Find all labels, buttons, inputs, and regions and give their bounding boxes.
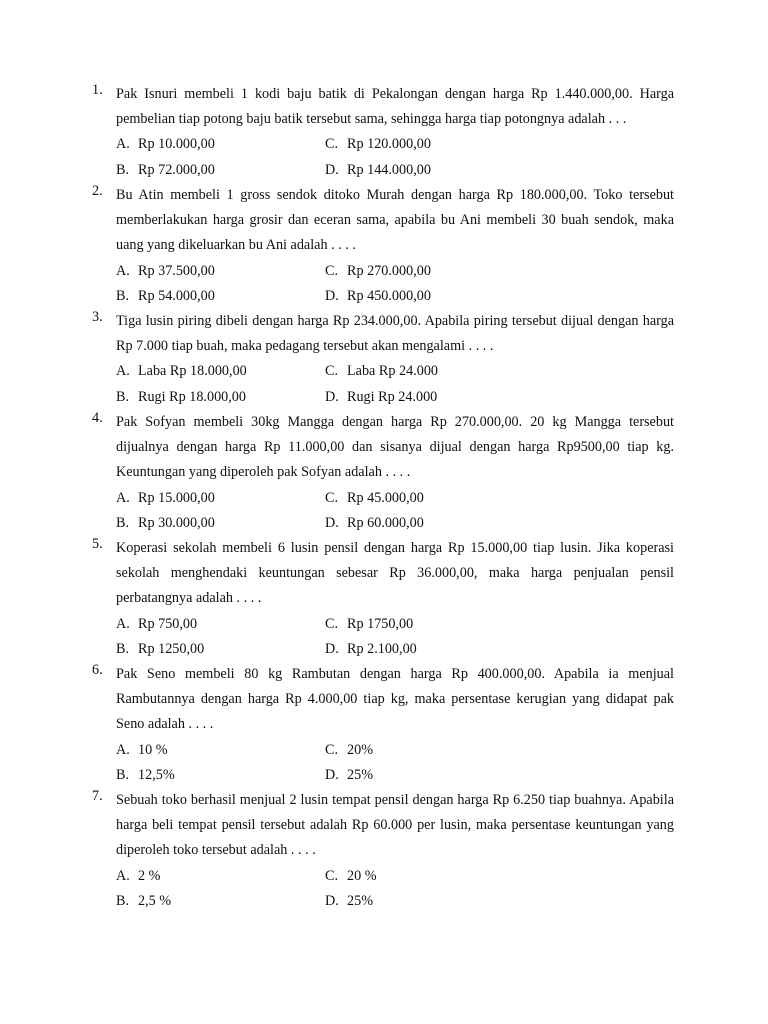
answer-options bbox=[116, 612, 674, 662]
question-text: Pak Seno membeli 80 kg Rambutan dengan harga Rp 400.000,00. Apabila ia menjual Rambutannya dengan harga Rp 4.000,00 tiap kg, maka persentase kerugian yang didapat pak Seno adalah . . . . bbox=[116, 666, 674, 733]
question-number: 4. bbox=[92, 410, 103, 426]
answer-options bbox=[116, 259, 674, 309]
option-b: B. Rp 30.000,00 bbox=[116, 514, 215, 531]
option-b: B. Rp 1250,00 bbox=[116, 640, 205, 657]
answer-options bbox=[116, 359, 674, 409]
question-text: Koperasi sekolah membeli 6 lusin pensil dengan harga Rp 15.000,00 tiap lusin. Jika koperasi sekolah menghendaki keuntungan sebesar Rp 36.000,00, maka harga penjualan pensil perbatangnya adalah . . . . bbox=[116, 540, 674, 607]
option-d: D. 25% bbox=[325, 766, 374, 783]
option-c: C. 20 % bbox=[325, 867, 377, 884]
option-b: B. 2,5 % bbox=[116, 892, 172, 909]
option-d: D. Rp 144.000,00 bbox=[325, 161, 431, 178]
option-a: A. Rp 37.500,00 bbox=[116, 262, 215, 279]
question-text: Sebuah toko berhasil menjual 2 lusin tempat pensil dengan harga Rp 6.250 tiap buahnya. Apabila harga beli tempat pensil tersebut adalah Rp 60.000 per lusin, maka persentase keuntungan yang diperoleh toko tersebut adalah . . . . bbox=[116, 792, 674, 859]
question-number: 7. bbox=[92, 788, 103, 804]
option-a: A. 2 % bbox=[116, 867, 161, 884]
option-c: C. Rp 45.000,00 bbox=[325, 489, 424, 506]
option-b: B. Rugi Rp 18.000,00 bbox=[116, 388, 246, 405]
option-c: C. Laba Rp 24.000 bbox=[325, 363, 439, 380]
question-number: 2. bbox=[92, 183, 103, 199]
option-b: B. Rp 72.000,00 bbox=[116, 161, 215, 178]
question-number: 3. bbox=[92, 309, 103, 325]
option-c: C. 20% bbox=[325, 741, 374, 758]
option-a: A. Rp 10.000,00 bbox=[116, 136, 215, 153]
option-b: B. Rp 54.000,00 bbox=[116, 287, 215, 304]
option-d: D. 25% bbox=[325, 892, 374, 909]
option-a: A. Rp 15.000,00 bbox=[116, 489, 215, 506]
option-d: D. Rp 60.000,00 bbox=[325, 514, 424, 531]
answer-options bbox=[116, 486, 674, 536]
question-6 bbox=[92, 662, 674, 788]
question-number: 5. bbox=[92, 536, 103, 552]
option-b: B. 12,5% bbox=[116, 766, 175, 783]
answer-options bbox=[116, 132, 674, 182]
option-c: C. Rp 120.000,00 bbox=[325, 136, 431, 153]
answer-options bbox=[116, 864, 674, 914]
question-text: Pak Isnuri membeli 1 kodi baju batik di Pekalongan dengan harga Rp 1.440.000,00. Harga pembelian tiap potong baju batik tersebut sama, sehingga harga tiap potongnya adalah . . . bbox=[116, 86, 674, 128]
option-a: A. Rp 750,00 bbox=[116, 615, 198, 632]
question-1 bbox=[92, 82, 674, 183]
question-text: Pak Sofyan membeli 30kg Mangga dengan harga Rp 270.000,00. 20 kg Mangga tersebut dijualnya dengan harga Rp 11.000,00 dan sisanya dijual dengan harga Rp9500,00 tiap kg. Keuntungan yang diperoleh pak Sofyan adalah . . . . bbox=[116, 414, 674, 481]
question-7 bbox=[92, 788, 674, 914]
question-3 bbox=[92, 309, 674, 410]
question-text: Tiga lusin piring dibeli dengan harga Rp 234.000,00. Apabila piring tersebut dijual dengan harga Rp 7.000 tiap buah, maka pedagang tersebut akan mengalami . . . . bbox=[116, 313, 674, 355]
answer-options bbox=[116, 738, 674, 788]
option-d: D. Rp 2.100,00 bbox=[325, 640, 417, 657]
option-d: D. Rugi Rp 24.000 bbox=[325, 388, 438, 405]
option-d: D. Rp 450.000,00 bbox=[325, 287, 431, 304]
question-number: 1. bbox=[92, 82, 103, 98]
option-a: A. Laba Rp 18.000,00 bbox=[116, 363, 247, 380]
question-number: 6. bbox=[92, 662, 103, 678]
question-4 bbox=[92, 410, 674, 536]
question-text: Bu Atin membeli 1 gross sendok ditoko Murah dengan harga Rp 180.000,00. Toko tersebut memberlakukan harga grosir dan eceran sama, apabila bu Ani membeli 30 buah sendok, maka uang yang dikeluarkan bu Ani adalah . . . . bbox=[116, 187, 674, 254]
option-c: C. Rp 1750,00 bbox=[325, 615, 414, 632]
question-5 bbox=[92, 536, 674, 662]
option-a: A. 10 % bbox=[116, 741, 168, 758]
question-2 bbox=[92, 183, 674, 309]
option-c: C. Rp 270.000,00 bbox=[325, 262, 431, 279]
